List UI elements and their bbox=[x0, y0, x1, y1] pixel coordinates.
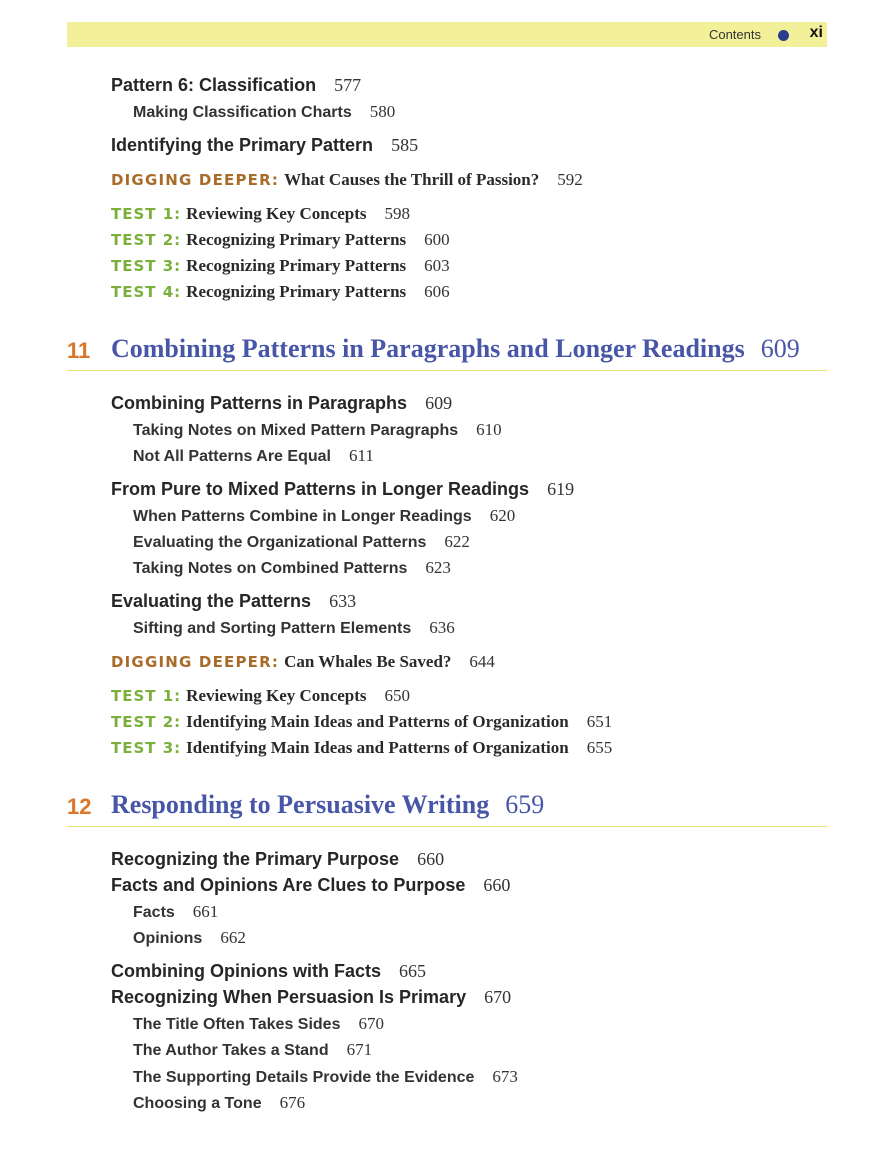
toc-entry-title: Reviewing Key Concepts bbox=[186, 686, 367, 705]
test-label: TEST 3: bbox=[111, 257, 182, 275]
toc-entry-title: What Causes the Thrill of Passion? bbox=[284, 170, 540, 189]
digging-deeper-label: DIGGING DEEPER: bbox=[111, 653, 280, 671]
toc-entry-title: Pattern 6: Classification bbox=[111, 75, 317, 95]
toc-entry-title: The Author Takes a Stand bbox=[133, 1042, 329, 1059]
page-number: xi bbox=[809, 24, 823, 41]
toc-entry-page: 603 bbox=[424, 256, 450, 275]
chapter-title bbox=[111, 334, 800, 364]
header-label: Contents bbox=[708, 27, 761, 42]
toc-subentry bbox=[133, 928, 246, 948]
chapter-page: 609 bbox=[760, 334, 800, 363]
running-header bbox=[67, 22, 827, 47]
toc-entry-title: Facts and Opinions Are Clues to Purpose bbox=[111, 875, 466, 895]
toc-entry-title: The Title Often Takes Sides bbox=[133, 1016, 341, 1033]
toc-entry bbox=[111, 393, 452, 414]
toc-entry-page: 676 bbox=[279, 1093, 306, 1112]
toc-entry bbox=[111, 591, 356, 612]
toc-subentry bbox=[133, 558, 451, 578]
toc-entry-page: 620 bbox=[489, 506, 516, 525]
test-entry bbox=[111, 738, 612, 758]
toc-entry-title: The Supporting Details Provide the Evidence bbox=[133, 1069, 475, 1086]
toc-subentry bbox=[133, 532, 470, 552]
toc-entry-title: Making Classification Charts bbox=[133, 104, 352, 121]
toc-entry-title: Combining Patterns in Paragraphs bbox=[111, 393, 408, 413]
toc-entry-page: 619 bbox=[547, 479, 575, 499]
toc-subentry bbox=[133, 1014, 384, 1034]
test-label: TEST 1: bbox=[111, 205, 182, 223]
toc-entry-page: 600 bbox=[424, 230, 450, 249]
toc-entry bbox=[111, 875, 510, 896]
toc-subentry bbox=[133, 506, 515, 526]
toc-subentry bbox=[133, 618, 455, 638]
toc-entry-title: Identifying Main Ideas and Patterns of Organization bbox=[186, 712, 569, 731]
toc-entry-page: 651 bbox=[586, 712, 613, 731]
toc-entry-title: When Patterns Combine in Longer Readings bbox=[133, 508, 472, 525]
toc-subentry bbox=[133, 446, 374, 466]
toc-entry-page: 610 bbox=[476, 420, 502, 439]
test-label: TEST 4: bbox=[111, 283, 182, 301]
toc-entry bbox=[111, 75, 361, 96]
toc-entry-page: 670 bbox=[358, 1014, 384, 1033]
toc-subentry bbox=[133, 420, 502, 440]
toc-entry-title: Evaluating the Patterns bbox=[111, 591, 312, 611]
toc-entry-page: 655 bbox=[586, 738, 613, 757]
toc-entry bbox=[111, 135, 418, 156]
toc-entry-title: Recognizing Primary Patterns bbox=[186, 256, 407, 275]
toc-entry-page: 660 bbox=[483, 875, 511, 895]
toc-entry-title: Choosing a Tone bbox=[133, 1095, 262, 1112]
test-entry bbox=[111, 712, 612, 732]
toc-entry-page: 580 bbox=[369, 102, 396, 121]
toc-entry-title: Identifying Main Ideas and Patterns of Organization bbox=[186, 738, 569, 757]
toc-entry-title: Recognizing Primary Patterns bbox=[186, 282, 407, 301]
test-entry bbox=[111, 282, 450, 302]
toc-entry-title: Recognizing the Primary Purpose bbox=[111, 849, 400, 869]
chapter-heading bbox=[67, 790, 827, 827]
digging-deeper-label: DIGGING DEEPER: bbox=[111, 171, 280, 189]
toc-entry-title: Facts bbox=[133, 904, 175, 921]
toc-entry-title: Taking Notes on Mixed Pattern Paragraphs bbox=[133, 422, 459, 439]
toc-entry-page: 661 bbox=[192, 902, 219, 921]
toc-entry-title: Combining Opinions with Facts bbox=[111, 961, 381, 981]
toc-entry-page: 622 bbox=[444, 532, 470, 551]
test-entry bbox=[111, 256, 450, 276]
toc-entry-page: 592 bbox=[557, 170, 583, 189]
test-label: TEST 2: bbox=[111, 231, 182, 249]
test-label: TEST 3: bbox=[111, 739, 182, 757]
toc-entry-page: 671 bbox=[346, 1040, 373, 1059]
test-entry bbox=[111, 230, 450, 250]
toc-entry-page: 650 bbox=[384, 686, 411, 705]
toc-entry-page: 670 bbox=[484, 987, 512, 1007]
toc-entry-page: 623 bbox=[425, 558, 451, 577]
test-label: TEST 1: bbox=[111, 687, 182, 705]
toc-entry bbox=[111, 987, 511, 1008]
toc-entry-page: 577 bbox=[334, 75, 362, 95]
toc-entry bbox=[111, 961, 426, 982]
toc-entry-title: Recognizing Primary Patterns bbox=[186, 230, 407, 249]
toc-entry-page: 665 bbox=[399, 961, 426, 981]
toc-subentry bbox=[133, 902, 218, 922]
digging-deeper-entry bbox=[111, 170, 583, 190]
toc-entry-page: 662 bbox=[220, 928, 246, 947]
toc-entry-title: Opinions bbox=[133, 930, 203, 947]
test-entry bbox=[111, 204, 410, 224]
toc-entry-page: 644 bbox=[469, 652, 495, 671]
toc-entry bbox=[111, 479, 574, 500]
toc-entry bbox=[111, 849, 444, 870]
toc-subentry bbox=[133, 1067, 518, 1087]
toc-entry-page: 606 bbox=[424, 282, 450, 301]
chapter-title bbox=[111, 790, 544, 820]
chapter-heading bbox=[67, 334, 827, 371]
toc-entry-title: Evaluating the Organizational Patterns bbox=[133, 534, 427, 551]
toc-entry-page: 598 bbox=[384, 204, 411, 223]
toc-entry-page: 660 bbox=[417, 849, 445, 869]
toc-entry-page: 611 bbox=[348, 446, 374, 465]
toc-entry-title: Taking Notes on Combined Patterns bbox=[133, 560, 408, 577]
toc-entry-page: 636 bbox=[429, 618, 455, 637]
toc-entry-title: From Pure to Mixed Patterns in Longer Readings bbox=[111, 479, 530, 499]
chapter-page: 659 bbox=[505, 790, 545, 819]
toc-entry-title: Can Whales Be Saved? bbox=[284, 652, 452, 671]
digging-deeper-entry bbox=[111, 652, 495, 672]
test-entry bbox=[111, 686, 410, 706]
chapter-number: 12 bbox=[67, 794, 92, 819]
toc-entry-page: 585 bbox=[391, 135, 419, 155]
toc-entry-title: Identifying the Primary Pattern bbox=[111, 135, 374, 155]
test-label: TEST 2: bbox=[111, 713, 182, 731]
toc-entry-title: Recognizing When Persuasion Is Primary bbox=[111, 987, 467, 1007]
toc-entry-page: 673 bbox=[492, 1067, 518, 1086]
chapter-title-text: Responding to Persuasive Writing bbox=[111, 790, 490, 819]
toc-entry-title: Reviewing Key Concepts bbox=[186, 204, 367, 223]
toc-subentry bbox=[133, 1040, 372, 1060]
toc-entry-title: Sifting and Sorting Pattern Elements bbox=[133, 620, 412, 637]
toc-entry-title: Not All Patterns Are Equal bbox=[133, 448, 331, 465]
chapter-number: 11 bbox=[67, 338, 91, 363]
toc-entry-page: 609 bbox=[425, 393, 453, 413]
toc-entry-page: 633 bbox=[329, 591, 357, 611]
toc-subentry bbox=[133, 1093, 305, 1113]
bullet-dot-icon bbox=[778, 30, 789, 41]
toc-subentry bbox=[133, 102, 395, 122]
chapter-title-text: Combining Patterns in Paragraphs and Longer Readings bbox=[111, 334, 745, 363]
